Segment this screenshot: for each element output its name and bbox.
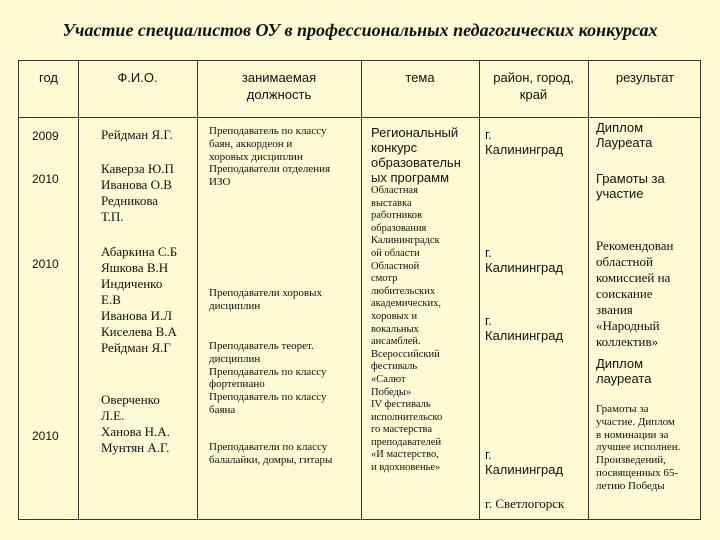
region-cell: г. Светлогорск [485, 496, 565, 511]
position-cell: Преподаватели по классу балалайки, домры, гитары [209, 441, 333, 466]
result-cell: Грамоты за участие [596, 171, 665, 201]
column-divider [78, 61, 79, 519]
column-divider [479, 61, 480, 519]
fio-cell: Каверза Ю.П Иванова О.В Редникова Т.П. [101, 161, 174, 224]
region-cell: г. Калининград [485, 127, 564, 157]
result-cell: Диплом лауреата [596, 356, 652, 386]
header-topic: тема [405, 70, 435, 85]
column-divider [197, 61, 198, 519]
result-cell: Диплом Лауреата [596, 120, 653, 150]
header-region: район, город, край [493, 70, 574, 102]
result-cell: Грамоты за участие. Диплом в номинации за лучшее исполнен. Произведений, посвященных 65- летию Победы [596, 403, 681, 492]
fio-cell: Абаркина С.Б Яшкова В.Н Индиченко Е.В Иванова И.Л Киселева В.А Рейдман Я.Г [101, 244, 178, 355]
header-position: занимаемая должность [241, 70, 317, 102]
header-fio: Ф.И.О. [117, 70, 158, 85]
fio-cell: Оверченко Л.Е. Ханова Н.А. Мунтян А.Г. [101, 392, 170, 455]
result-cell: Рекомендован областной комиссией на соискание звания «Народный коллектив» [596, 238, 674, 349]
year-cell: 2010 [32, 172, 59, 186]
column-divider [588, 61, 589, 519]
region-cell: г. Калининград [485, 447, 564, 477]
fio-cell: Рейдман Я.Г. [101, 127, 173, 142]
region-cell: г. Калининград [485, 313, 564, 343]
contests-table [18, 60, 701, 520]
header-result: результат [615, 70, 675, 85]
header-divider [19, 117, 700, 118]
header-year: год [39, 70, 58, 85]
year-cell: 2009 [32, 129, 59, 143]
region-cell: г. Калининград [485, 245, 564, 275]
topic-cell: Областная выставка работников образования Калининградск ой области Областной смотр любительских академических, хоровых и вокальных ансамблей. Всероссийский фестиваль «Салют Победы» IV фестиваль исполнительско го мастерства преподавателей «И мастерство, и вдохновенье» [371, 185, 443, 474]
position-cell: Преподаватель по классу баян, аккордеон и хоровых дисциплин Преподаватели отделения ИЗО [209, 125, 331, 189]
page-title: Участие специалистов ОУ в профессиональных педагогических конкурсах [62, 20, 658, 40]
position-cell: Преподаватель теорет. дисциплин Преподаватель по классу фортепиано Преподаватель по классу баяна [209, 340, 327, 416]
year-cell: 2010 [32, 429, 59, 443]
column-divider [361, 61, 362, 519]
year-cell: 2010 [32, 257, 59, 271]
topic-cell: Региональный конкурс образовательн ых программ [371, 125, 461, 185]
position-cell: Преподаватели хоровых дисциплин [209, 287, 323, 312]
